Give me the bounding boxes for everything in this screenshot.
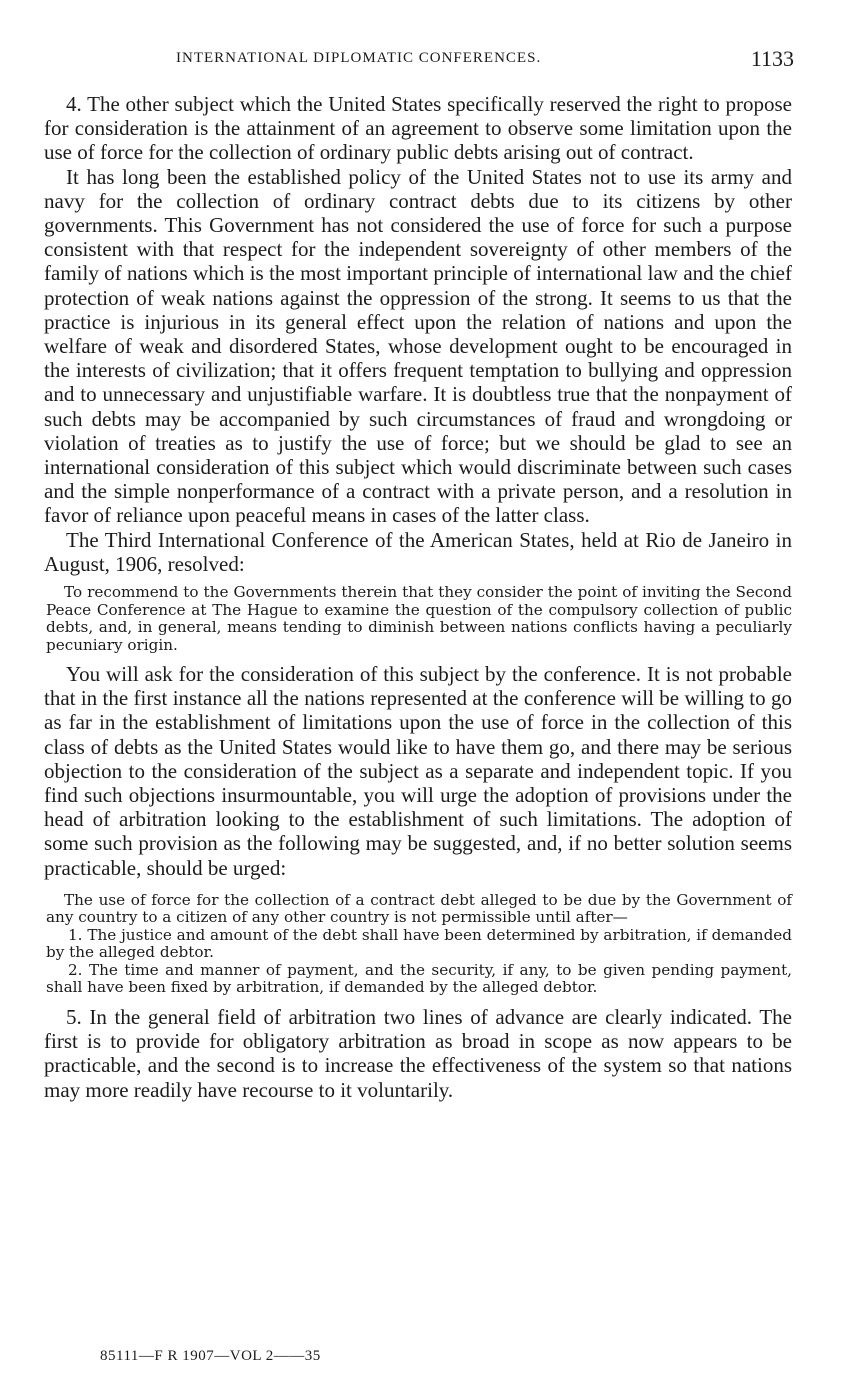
page-number: 1133 (750, 46, 794, 71)
provision-item-1: 1. The justice and amount of the debt shall have been determined by arbitration, if demanded by the alleged debtor. (46, 925, 792, 962)
proposed-provision-quote (44, 892, 792, 997)
paragraph-5-arbitration: 5. In the general field of arbitration two lines of advance are clearly indicated. The first is to provide for obligatory arbitration as broad in scope as now appears to be practicable, and the second is to increase the effectiveness of the system so that nations may more readily have recourse to it voluntarily. (44, 1004, 792, 1102)
header-title: INTERNATIONAL DIPLOMATIC CONFERENCES. (176, 50, 542, 66)
footer-signature: 85111—F R 1907—VOL 2——35 (100, 1348, 321, 1364)
paragraph-rio-conference: The Third International Conference of the American States, held at Rio de Janeiro in August, 1906, resolved: (44, 527, 792, 576)
paragraph-4-debts-subject: 4. The other subject which the United States specifically reserved the right to propose for consideration is the attainment of an agreement to observe some limitation upon the use of force for the collection of ordinary public debts arising out of contract. (44, 92, 792, 165)
rio-resolution-quote (44, 584, 792, 654)
running-header (176, 46, 794, 72)
provision-intro: The use of force for the collection of a contract debt alleged to be due by the Government of any country to a citizen of any other country is not permissible until after— (46, 890, 792, 927)
provision-item-2: 2. The time and manner of payment, and the security, if any, to be given pending payment, shall have been fixed by arbitration, if demanded by the alleged debtor. (46, 960, 792, 997)
rio-resolution-text: To recommend to the Governments therein that they consider the point of inviting the Second Peace Conference at The Hague to examine the question of the compulsory collection of public debts, and, in general, means tending to diminish between nations conflicts having a peculiarly pecuniary origin. (46, 583, 792, 654)
body-text (44, 92, 792, 1102)
paragraph-us-policy: It has long been the established policy of the United States not to use its army and navy for the collection of ordinary contract debts due to its citizens by other governments. This Government has not considered the use of force for such a purpose consistent with that respect for the independent sovereignty of other members of the family of nations which is the most important principle of international law and the chief protection of weak nations against the oppression of the strong. It seems to us that the practice is injurious in its general effect upon the relation of nations and upon the welfare of weak and disordered States, whose development ought to be encouraged in the interests of civilization; that it offers frequent temptation to bullying and oppression and to unnecessary and unjustifiable warfare. It is doubtless true that the nonpayment of such debts may be accompanied by such circumstances of fraud and wrongdoing or violation of treaties as to justify the use of force; but we should be glad to see an international consideration of this subject which would discriminate between such cases and the simple nonperformance of a contract with a private person, and a resolution in favor of reliance upon peaceful means in cases of the latter class. (44, 164, 792, 528)
paragraph-instructions: You will ask for the consideration of this subject by the conference. It is not probable that in the first instance all the nations represented at the conference will be willing to go as far in the establishment of limitations upon the use of force in the collection of this class of debts as the United States would like to have them go, and there may be serious objection to the consideration of the subject as a separate and independent topic. If you find such objections insurmountable, you will urge the adoption of provisions under the head of arbitration looking to the establishment of such limitations. The adoption of some such provision as the following may be suggested, and, if no better solution seems practicable, should be urged: (44, 662, 792, 880)
